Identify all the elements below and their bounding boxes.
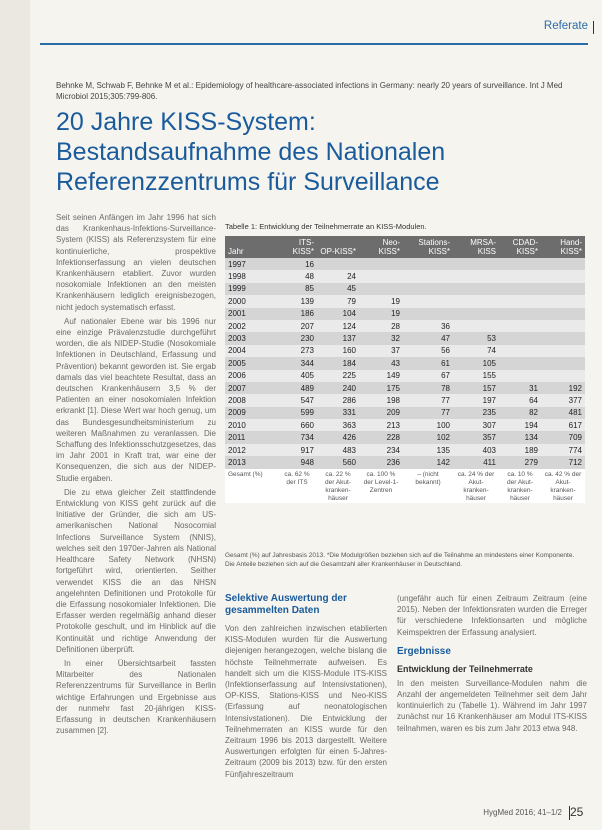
table-header-cell: OP-KISS* [317,236,359,258]
table-cell: 104 [317,308,359,320]
table-cell: 948 [277,456,317,468]
table-cell [403,308,453,320]
body-paragraph: Die zu etwa gleicher Zeit stattfindende Entwicklung von KISS geht zurück auf die Initiative der Gründer, die sich am US-amerikanischen National Nosocomial Infections Surveillance System (NNIS), welches seit den 1970er-Jahren als National Healthcare Safety Network (NHSN) fortgeführt wird, orientierten. Seither verwendet KISS die an das NHSN angelehnten Definitionen und Protokolle für die Erfassung nosokomialer Infektionen. Die Erfasser werden regelmäßig anhand dieser Protokolle geschult, und im Hinblick auf die Kontinuität und richtige Anwendung der Definitionen überprüft. [56,487,216,654]
table-cell: 286 [317,394,359,406]
table-row [225,283,585,295]
table-row [225,295,585,307]
table-cell: 189 [499,444,541,456]
table-cell: 489 [277,382,317,394]
table-cell: 331 [317,407,359,419]
table-cell [499,345,541,357]
table-cell: Gesamt (%) [225,469,277,503]
right-text-column [397,593,587,734]
table-footnote: Gesamt (%) auf Jahresbasis 2013. *Die Modulgrößen beziehen sich auf die Teilnahme an mindestens einer Komponente. Die Anteile beziehen sich auf die Gesamtzahl aller Krankenhäuser in Deutschland. [225,552,575,568]
table-cell [499,370,541,382]
subsection-heading: Entwicklung der Teilnehmerrate [397,663,533,674]
table-row [225,308,585,320]
title-line-1: 20 Jahre KISS-System: [56,108,316,136]
table-cell: 124 [317,320,359,332]
section-tag: Referate [490,20,588,32]
table-cell: 230 [277,332,317,344]
table-header-cell: Neo-KISS* [359,236,403,258]
table-cell [403,258,453,270]
table-header-cell: Jahr [225,236,277,258]
table-row [225,345,585,357]
table-row [225,394,585,406]
table-cell [541,345,585,357]
table-cell: 2013 [225,456,277,468]
table-row [225,444,585,456]
table-cell [499,357,541,369]
body-paragraph: Auf nationaler Ebene war bis 1996 nur eine einzige Prävalenzstudie durchgeführt worden, die als NIDEP-Studie (Nosokomiale Infektionen in Deutschland, Erfassung und Prävention) bekannt geworden ist. Sie ergab damals das viel beachtete Resultat, dass an deutschen Krankenhäusern 3,5 % der Patienten an einer nosokomialen Infektion erkrankt [1]. Diese Wert war hoch genug, um das Bundesgesundheitsministerium zu weiteren Maßnahmen zu veranlassen. Die Schaffung des Infektionsschutzgesetzes, das im Jahr 2001 in Kraft trat, war eine der Konsequenzen, die sich aus der NIDEP-Studie ergaben. [56,316,216,483]
table-cell: 19 [359,308,403,320]
table-cell: 16 [277,258,317,270]
table-cell: 56 [403,345,453,357]
table-cell: 48 [277,270,317,282]
table-cell: 32 [359,332,403,344]
table-cell [541,357,585,369]
page-number: 25 [570,805,584,819]
table-cell: 77 [403,407,453,419]
table-row [225,320,585,332]
table-cell: 2000 [225,295,277,307]
table-cell: ca. 22 % der Akut-kranken-häuser [317,469,359,503]
page-margin [0,0,30,830]
table-row [225,357,585,369]
table-cell [359,258,403,270]
table-cell: 228 [359,431,403,443]
table-cell: 82 [499,407,541,419]
table-cell [541,320,585,332]
table-cell: 77 [403,394,453,406]
journal-footer: HygMed 2016; 41–1/2 [470,808,562,817]
table-cell [499,295,541,307]
table-cell: 2005 [225,357,277,369]
table-cell: 234 [359,444,403,456]
table-cell: 1998 [225,270,277,282]
table-cell: ca. 10 % der Akut-kranken-häuser [499,469,541,503]
table-row [225,382,585,394]
table-cell: 2003 [225,332,277,344]
table-cell: 236 [359,456,403,468]
table-header-cell: Stations-KISS* [403,236,453,258]
table-header-cell: Hand-KISS* [541,236,585,258]
table-cell: 405 [277,370,317,382]
table-cell: 411 [453,456,499,468]
table-cell: 426 [317,431,359,443]
table-cell: 307 [453,419,499,431]
body-paragraph: Von den zahlreichen inzwischen etablierten KISS-Modulen wurden für die Auswertung diejenigen herangezogen, welche bislang die höchste Teilnehmerrate aufweisen. Es handelt sich um die KISS-Module ITS-KISS (Infektionserfassung auf Intensivstationen), OP-KISS, Stations-KISS und Neo-KISS (Erfassung auf neonatologischen Intensivstationen). Die Entwicklung der Teilnehmerraten an KISS wurde für den Zeitraum 1996 bis 2013 dargestellt. Weitere Auswertungen erfolgten für einen 5-Jahres-Zeitraum (2009 bis 2013) bzw. für den ersten Fünfjahreszeitraum [225,624,387,779]
table-cell: 184 [317,357,359,369]
header-rule [40,43,588,45]
table-header-cell: ITS-KISS* [277,236,317,258]
page-title [56,107,586,197]
table-cell [499,258,541,270]
table-header-cell: CDAD-KISS* [499,236,541,258]
table-cell [453,308,499,320]
table-cell: 2008 [225,394,277,406]
middle-text-column [225,593,387,780]
table-cell: 240 [317,382,359,394]
table-cell: 36 [403,320,453,332]
table-caption: Tabelle 1: Entwicklung der Teilnehmerrate an KISS-Modulen. [225,222,427,231]
table-cell: 483 [317,444,359,456]
table-cell: ca. 42 % der Akut-kranken-häuser [541,469,585,503]
table-cell [541,332,585,344]
table-header-row [225,236,585,258]
table-header-cell: MRSA-KISS [453,236,499,258]
table-cell: 37 [359,345,403,357]
table-cell: 712 [541,456,585,468]
table-cell: 149 [359,370,403,382]
table-cell [403,270,453,282]
body-paragraph: In den meisten Surveillance-Modulen nahm die Anzahl der angemeldeten Teilnehmer seit dem Jahr kontinuierlich zu (Tabelle 1). Während im Jahr 1997 zunächst nur 16 Krankenhäuser am Modul ITS-KISS teilnahmen, waren es bis zum Jahr 2013 etwa 948. [397,678,587,733]
table-row [225,258,585,270]
table-row [225,332,585,344]
table-cell: 79 [317,295,359,307]
title-line-3: Referenzzentrums für Surveillance [56,168,440,196]
table-cell [453,258,499,270]
table-cell: 734 [277,431,317,443]
table-cell: 560 [317,456,359,468]
kiss-participation-table [225,236,585,503]
table-cell [453,320,499,332]
table-cell: 2002 [225,320,277,332]
table-cell: 53 [453,332,499,344]
table-cell [541,308,585,320]
table-cell: 225 [317,370,359,382]
table-row [225,407,585,419]
body-paragraph: (ungefähr auch für einen Zeitraum Zeitraum (eine 2015). Neben der Infektionsraten wurden die Erreger für verschiedene Infektionsarten und mögliche Keimspektren der Erfassung analysiert. [397,594,587,637]
table-cell: 481 [541,407,585,419]
section-heading: Ergebnisse [397,645,451,657]
table-cell [453,283,499,295]
table-cell: 105 [453,357,499,369]
table-cell: 78 [403,382,453,394]
table-cell [499,332,541,344]
table-cell: 175 [359,382,403,394]
table-cell: 547 [277,394,317,406]
table-cell: 344 [277,357,317,369]
table-cell: 139 [277,295,317,307]
table-cell: 709 [541,431,585,443]
table-cell: 2009 [225,407,277,419]
table-row [225,419,585,431]
table-cell: 155 [453,370,499,382]
table-cell: 186 [277,308,317,320]
abstract-reference: Behnke M, Schwab F, Behnke M et al.: Epidemiology of healthcare-associated infections in Germany: nearly 20 years of surveillance. Int J Med Microbiol 2015;305:799-806. [56,81,563,101]
table-cell: 2010 [225,419,277,431]
table-cell: 64 [499,394,541,406]
table-cell: 157 [453,382,499,394]
table-cell: ca. 100 % der Level-1-Zentren [359,469,403,503]
table-cell: 209 [359,407,403,419]
table-cell: 2011 [225,431,277,443]
table-cell [359,283,403,295]
table-cell: 197 [453,394,499,406]
table-cell: 31 [499,382,541,394]
title-line-2: Bestandsaufnahme des Nationalen [56,138,446,166]
table-row [225,270,585,282]
table-cell: 1997 [225,258,277,270]
table-cell [317,258,359,270]
table-cell: 403 [453,444,499,456]
table-cell: 917 [277,444,317,456]
table-cell: 160 [317,345,359,357]
table-cell: 45 [317,283,359,295]
table-cell: ca. 62 % der ITS [277,469,317,503]
table-cell: 377 [541,394,585,406]
table-cell: 100 [403,419,453,431]
table-cell: 198 [359,394,403,406]
table-cell [499,270,541,282]
table-cell: 2007 [225,382,277,394]
table-cell [499,283,541,295]
table-cell [541,283,585,295]
table-cell: 28 [359,320,403,332]
table-cell [453,295,499,307]
table-cell: 207 [277,320,317,332]
table-cell: 2006 [225,370,277,382]
table-cell: 61 [403,357,453,369]
table-cell: 137 [317,332,359,344]
table-cell: 213 [359,419,403,431]
table-cell: 74 [453,345,499,357]
table-cell: 24 [317,270,359,282]
section-heading: Selektive Auswertung der gesammelten Daten [225,593,347,616]
table-cell: 599 [277,407,317,419]
table-cell [541,370,585,382]
table-cell: 357 [453,431,499,443]
table-cell: 102 [403,431,453,443]
body-paragraph: In einer Übersichtsarbeit fassten Mitarbeiter des Nationalen Referenzzentrums für Surveillance in Berlin wichtige Erfahrungen und Ergebnisse aus der nunmehr fast 20-jährigen KISS-Erfassung in deutschen Krankenhäusern zusammen [2]. [56,658,216,736]
table-cell: 2012 [225,444,277,456]
table-cell [499,308,541,320]
table-row [225,456,585,468]
table-cell: 47 [403,332,453,344]
left-text-column [56,212,216,739]
table-cell: 279 [499,456,541,468]
table-cell [541,270,585,282]
table-cell: ca. 24 % der Akut-kranken-häuser [453,469,499,503]
table-cell: 2004 [225,345,277,357]
table-cell: 363 [317,419,359,431]
body-paragraph: Seit seinen Anfängen im Jahr 1996 hat sich das Krankenhaus-Infektions-Surveillance-System (KISS) als Referenzsystem für eine kontinuierliche, prospektive Infektionserfassung an vielen deutschen Krankenhäusern etabliert. Zuvor wurden nosokomiale Infektionen an den meisten Krankenhäusern lediglich ereignisbezogen, nicht jedoch systematisch erfasst. [56,213,216,312]
table-row [225,370,585,382]
table-cell [453,270,499,282]
table-total-row [225,469,585,503]
table-cell: 617 [541,419,585,431]
table-cell [403,283,453,295]
table-cell: 43 [359,357,403,369]
table-cell: 192 [541,382,585,394]
table-cell: 660 [277,419,317,431]
table-row [225,431,585,443]
table-cell: 235 [453,407,499,419]
table-cell: 774 [541,444,585,456]
table-cell: 142 [403,456,453,468]
table-cell: – (nicht bekannt) [403,469,453,503]
table-cell: 194 [499,419,541,431]
table-cell [499,320,541,332]
table-cell: 134 [499,431,541,443]
table-cell [541,295,585,307]
table-cell [359,270,403,282]
table-cell: 273 [277,345,317,357]
table-cell: 67 [403,370,453,382]
table-cell [541,258,585,270]
table-cell [403,295,453,307]
table-cell: 1999 [225,283,277,295]
table-cell: 85 [277,283,317,295]
table-cell: 135 [403,444,453,456]
table-cell: 2001 [225,308,277,320]
table-cell: 19 [359,295,403,307]
